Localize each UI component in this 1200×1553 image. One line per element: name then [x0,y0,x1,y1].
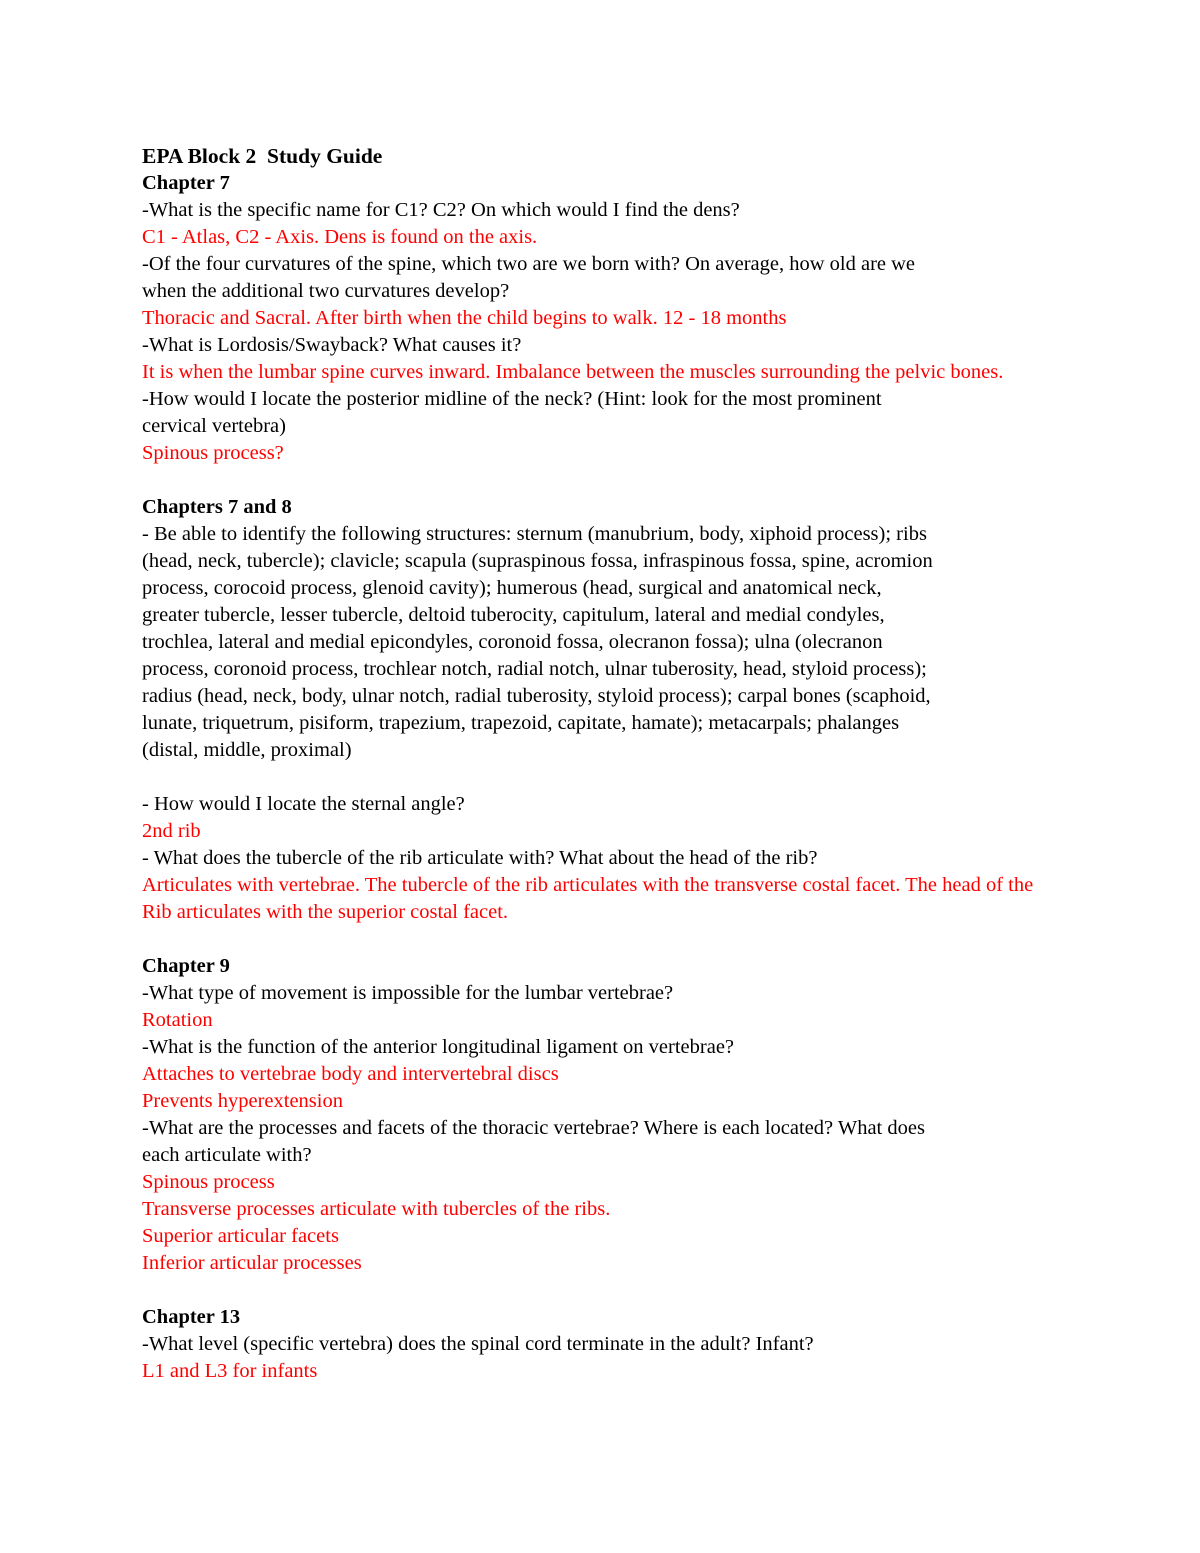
answer-line: Thoracic and Sacral. After birth when the child begins to walk. 12 - 18 months [142,307,787,329]
question-line: (distal, middle, proximal) [142,739,352,761]
answer-line: Superior articular facets [142,1225,339,1247]
answer-line: Rib articulates with the superior costal facet. [142,901,509,923]
answer-line: C1 - Atlas, C2 - Axis. Dens is found on the axis. [142,226,538,248]
question-line: lunate, triquetrum, pisiform, trapezium, trapezoid, capitate, hamate); metacarpals; phalanges [142,712,900,734]
question-line: when the additional two curvatures develop? [142,280,510,302]
question-line: cervical vertebra) [142,415,286,437]
question-line: greater tubercle, lesser tubercle, deltoid tuberocity, capitulum, lateral and medial condyles, [142,604,885,626]
answer-line: Articulates with vertebrae. The tubercle of the rib articulates with the transverse costal facet. The head of the [142,874,1034,896]
question-line: trochlea, lateral and medial epicondyles, coronoid fossa, olecranon fossa); ulna (olecranon [142,631,883,653]
question-line: - What does the tubercle of the rib articulate with? What about the head of the rib? [142,847,818,869]
answer-line: 2nd rib [142,820,201,842]
answer-line: Spinous process? [142,442,284,464]
section [142,494,1182,926]
answer-line: Attaches to vertebrae body and intervertebral discs [142,1063,559,1085]
question-line: -What is the function of the anterior longitudinal ligament on vertebrae? [142,1036,735,1058]
answer-line: Rotation [142,1009,213,1031]
answer-line: Transverse processes articulate with tubercles of the ribs. [142,1198,611,1220]
section-heading: Chapter 13 [142,1306,241,1328]
document-page [142,143,1182,1385]
document-sections [142,170,1182,1385]
answer-line: Prevents hyperextension [142,1090,343,1112]
answer-line: It is when the lumbar spine curves inward. Imbalance between the muscles surrounding the pelvic bones. [142,361,1004,383]
question-line: process, corocoid process, glenoid cavity); humerous (head, surgical and anatomical neck, [142,577,882,599]
section [142,1304,1182,1385]
section-heading: Chapter 9 [142,955,230,977]
question-line: -What is the specific name for C1? C2? On which would I find the dens? [142,199,740,221]
question-line: process, coronoid process, trochlear notch, radial notch, ulnar tuberosity, head, styloid process); [142,658,927,680]
section-heading: Chapters 7 and 8 [142,496,292,518]
question-line: radius (head, neck, body, ulnar notch, radial tuberosity, styloid process); carpal bones (scaphoid, [142,685,931,707]
section-spacer [142,926,1182,953]
question-line: -What level (specific vertebra) does the spinal cord terminate in the adult? Infant? [142,1333,814,1355]
section [142,953,1182,1277]
section-spacer [142,467,1182,494]
question-line: each articulate with? [142,1144,312,1166]
question-line: -What type of movement is impossible for the lumbar vertebrae? [142,982,674,1004]
question-line: (head, neck, tubercle); clavicle; scapula (supraspinous fossa, infraspinous fossa, spine, acromion [142,550,933,572]
question-line: -What are the processes and facets of the thoracic vertebrae? Where is each located? What does [142,1117,925,1139]
section [142,170,1182,467]
question-line: -Of the four curvatures of the spine, which two are we born with? On average, how old are we [142,253,916,275]
answer-line: Inferior articular processes [142,1252,362,1274]
question-line: -How would I locate the posterior midline of the neck? (Hint: look for the most prominent [142,388,882,410]
question-line: - Be able to identify the following structures: sternum (manubrium, body, xiphoid process); ribs [142,523,927,545]
blank-line [142,764,1182,791]
section-spacer [142,1277,1182,1304]
document-title: EPA Block 2 Study Guide [142,144,383,168]
answer-line: Spinous process [142,1171,275,1193]
question-line: -What is Lordosis/Swayback? What causes it? [142,334,522,356]
section-heading: Chapter 7 [142,172,230,194]
answer-line: L1 and L3 for infants [142,1360,318,1382]
question-line: - How would I locate the sternal angle? [142,793,465,815]
